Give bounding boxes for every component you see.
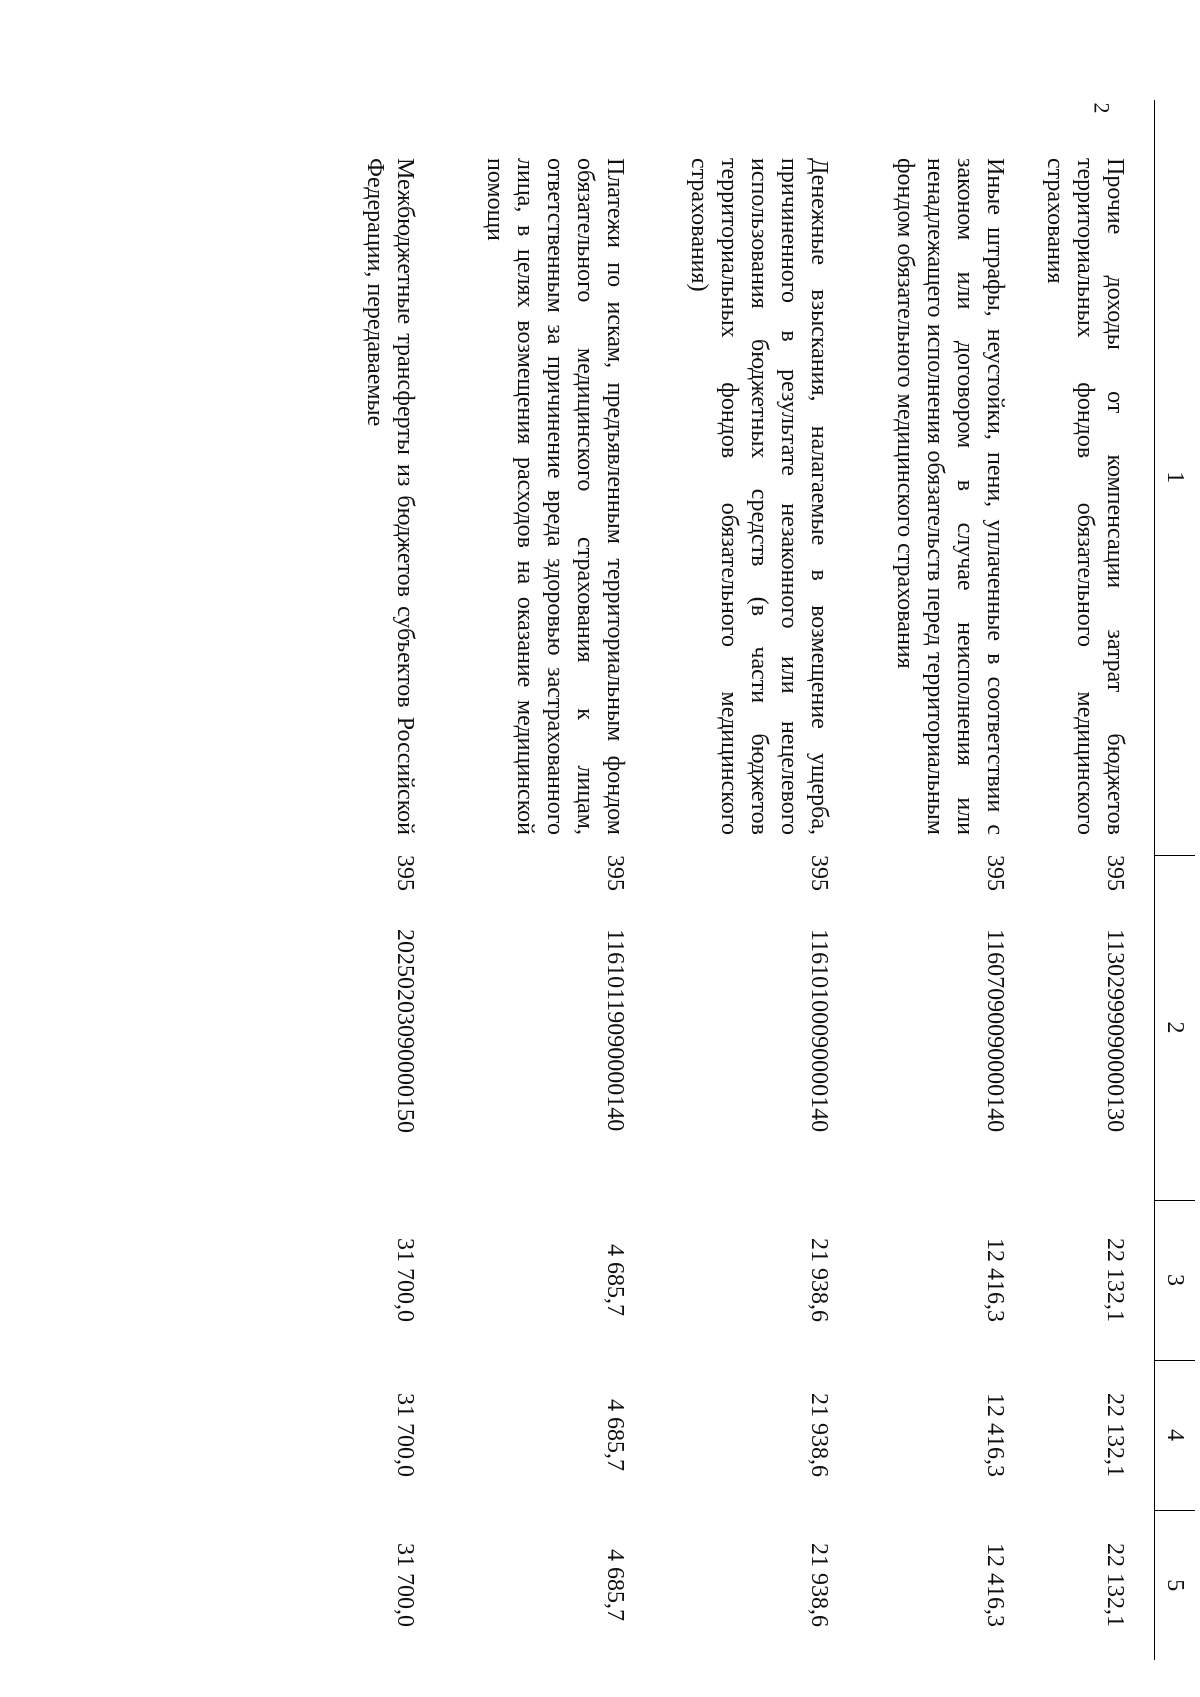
header-col-5: 5 <box>1155 1510 1196 1660</box>
row-description: Прочие доходы от компенсации затрат бюджетов территориальных фондов обязательного медицинского страхования <box>1042 158 1128 835</box>
budget-code: 20250203090000150 <box>392 929 419 1133</box>
table-row <box>859 100 1035 1660</box>
value-col-3: 4 685,7 <box>602 1244 629 1316</box>
value-col-5: 31 700,0 <box>392 1543 419 1627</box>
row-description: Денежные взыскания, налагаемые в возмещение ущерба, причиненного в результате незаконного или нецелевого использования бюджетных средств (в части бюджетов территориальных фондов обязательного медицинского страхования) <box>686 158 833 835</box>
table-row <box>445 100 655 1660</box>
budget-code: 11302999090000130 <box>1102 929 1128 1133</box>
value-col-3: 22 132,1 <box>1102 1238 1128 1322</box>
table-row <box>655 100 859 1660</box>
value-col-3: 21 938,6 <box>806 1238 833 1322</box>
row-description: Иные штрафы, неустойки, пени, уплаченные в соответствии с законом или договором в случае неисполнения или ненадлежащего исполнения обязательств перед территориальным фондом обязательного медицинского страхования <box>892 158 1009 835</box>
budget-code: 11607090090000140 <box>982 929 1009 1133</box>
header-col-4: 4 <box>1155 1360 1196 1510</box>
table-row <box>335 100 445 1660</box>
budget-code: 11610100090000140 <box>806 929 833 1133</box>
header-row <box>1155 100 1196 1660</box>
rotated-budget-table-sheet <box>135 100 1195 1660</box>
admin-code: 395 <box>982 855 1009 891</box>
admin-code: 395 <box>806 855 833 891</box>
table-row <box>1035 100 1155 1660</box>
header-col-2: 2 <box>1155 855 1196 1200</box>
value-col-4: 31 700,0 <box>392 1393 419 1477</box>
page-number: 2 <box>1089 102 1115 114</box>
value-col-5: 12 416,3 <box>982 1543 1009 1627</box>
admin-code: 395 <box>392 855 419 891</box>
value-col-4: 12 416,3 <box>982 1393 1009 1477</box>
budget-code: 11610119090000140 <box>602 929 629 1132</box>
row-description: Межбюджетные трансферты из бюджетов субъектов Российской Федерации, передаваемые <box>362 158 419 835</box>
admin-code: 395 <box>1102 855 1128 891</box>
header-col-3: 3 <box>1155 1200 1196 1360</box>
admin-code: 395 <box>602 855 629 891</box>
value-col-3: 31 700,0 <box>392 1238 419 1322</box>
value-col-5: 4 685,7 <box>602 1549 629 1621</box>
value-col-5: 22 132,1 <box>1102 1543 1128 1627</box>
header-col-1: 1 <box>1155 100 1196 855</box>
value-col-3: 12 416,3 <box>982 1238 1009 1322</box>
row-description: Платежи по искам, предъявленным территориальным фондом обязательного медицинского страхования к лицам, ответственным за причинение вреда здоровью застрахованного лица, в целях возмещения расходов на оказание медицинской помощи <box>482 158 629 835</box>
value-col-4: 4 685,7 <box>602 1399 629 1471</box>
revenue-table <box>335 100 1196 1660</box>
value-col-4: 21 938,6 <box>806 1393 833 1477</box>
value-col-5: 21 938,6 <box>806 1543 833 1627</box>
value-col-4: 22 132,1 <box>1102 1393 1128 1477</box>
